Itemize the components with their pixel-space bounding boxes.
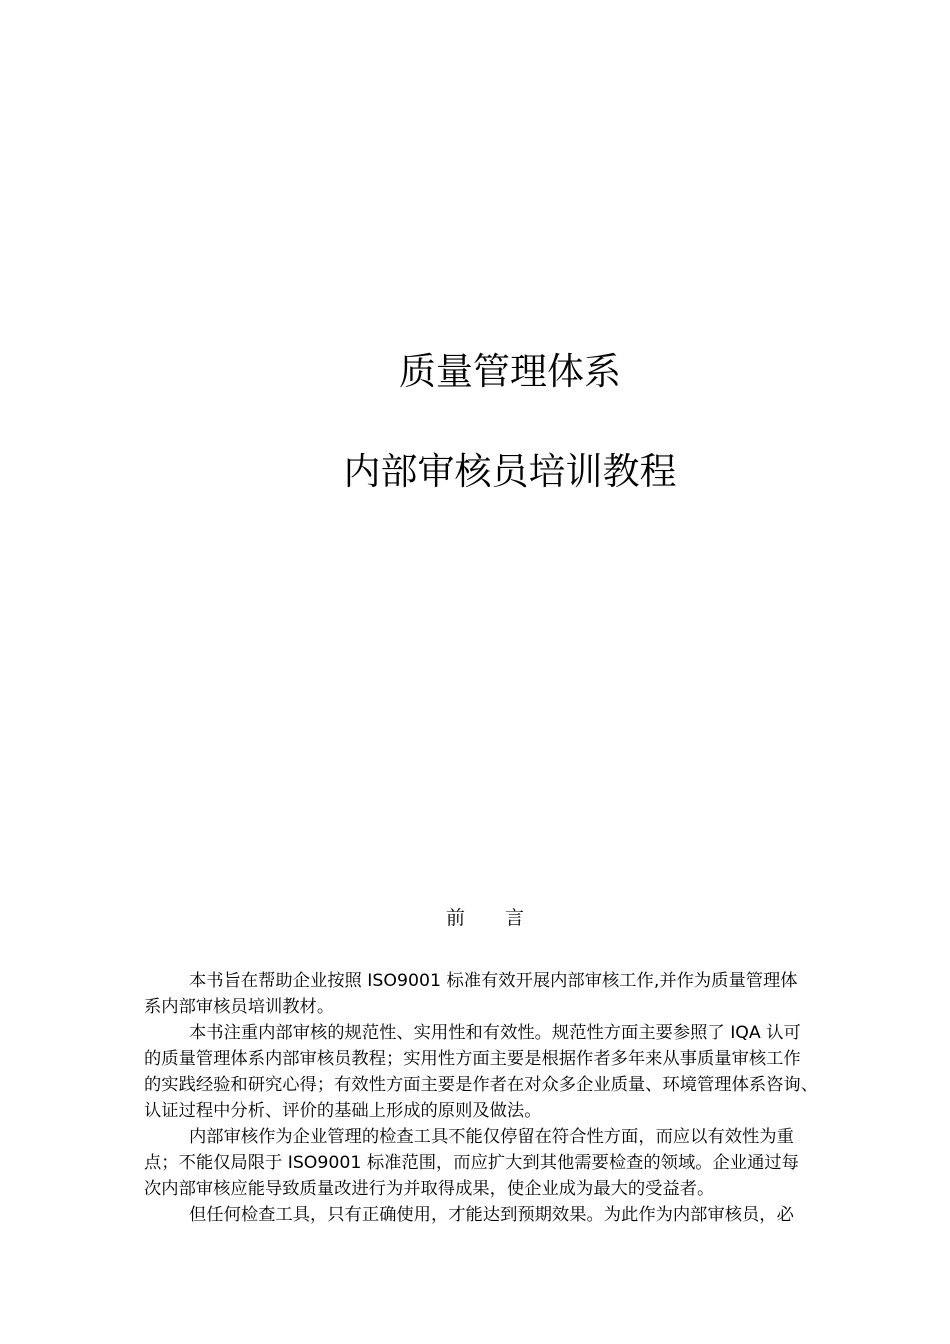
- document-title-line-2: 内部审核员培训教程: [343, 450, 677, 493]
- paragraph-3-line-1: 内部审核作为企业管理的检查工具不能仅停留在符合性方面，而应以有效性为重: [189, 1127, 794, 1147]
- paragraph-3-line-3: 次内部审核应能导致质量改进行为并取得成果，使企业成为最大的受益者。: [144, 1179, 715, 1199]
- preface-body: [144, 968, 894, 1228]
- document-title-line-1: 质量管理体系: [399, 350, 621, 393]
- paragraph-2-line-1: 本书注重内部审核的规范性、实用性和有效性。规范性方面主要参照了 IQA 认可: [189, 1023, 801, 1043]
- paragraph-3-line-2: 点；不能仅局限于 ISO9001 标准范围，而应扩大到其他需要检查的领域。企业通过每: [144, 1153, 799, 1173]
- paragraph-1-line-2: 系内部审核员培训教材。: [144, 997, 335, 1017]
- paragraph-2-line-4: 认证过程中分析、评价的基础上形成的原则及做法。: [144, 1101, 542, 1121]
- paragraph-2-line-3: 的实践经验和研究心得；有效性方面主要是作者在对众多企业质量、环境管理体系咨询、: [144, 1075, 818, 1095]
- paragraph-2-line-2: 的质量管理体系内部审核员教程；实用性方面主要是根据作者多年来从事质量审核工作: [144, 1049, 801, 1069]
- paragraph-4-line-1: 但任何检查工具，只有正确使用，才能达到预期效果。为此作为内部审核员，必: [189, 1205, 794, 1225]
- paragraph-1-line-1: 本书旨在帮助企业按照 ISO9001 标准有效开展内部审核工作,并作为质量管理体: [189, 971, 798, 991]
- preface-heading: 前言: [445, 907, 564, 929]
